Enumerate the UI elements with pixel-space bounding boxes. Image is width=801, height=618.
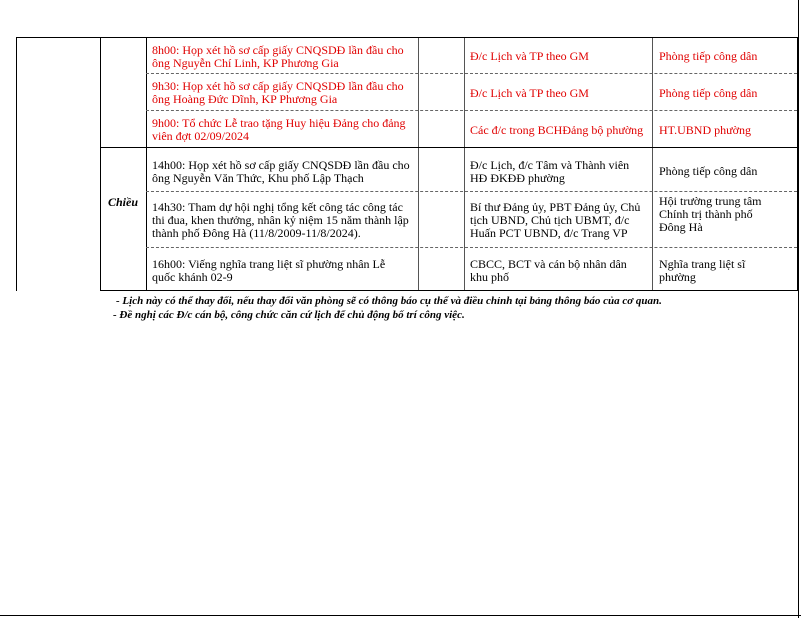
row-1-location: Phòng tiếp công dân	[659, 49, 758, 63]
table-border-top	[16, 37, 798, 38]
row-4-content: 14h00: Họp xét hồ sơ cấp giấy CNQSDĐ lần đầu cho ông Nguyễn Văn Thức, Khu phố Lập Thạch	[152, 158, 410, 185]
row-3-location: HT.UBND phường	[659, 123, 751, 137]
row-3-participants: Các đ/c trong BCHĐảng bộ phường	[470, 123, 644, 137]
row-5-content: 14h30: Tham dự hội nghị tổng kết công tác công tác thi đua, khen thưởng, nhân kỷ niệm 15 năm thành lập thành phố Đông Hà (11/8/2009-11/8/2024).	[152, 200, 409, 240]
row-5-location: Hội trường trung tâm Chính trị thành phố Đông Hà	[659, 194, 762, 234]
row-3-content: 9h00: Tổ chức Lễ trao tặng Huy hiệu Đảng cho đảng viên đợt 02/09/2024	[152, 116, 406, 143]
column-divider	[146, 37, 147, 291]
session-label-afternoon: Chiều	[108, 195, 139, 209]
row-6-participants: CBCC, BCT và cán bộ nhân dân khu phố	[470, 257, 627, 284]
column-divider	[418, 37, 419, 291]
row-4-location: Phòng tiếp công dân	[659, 164, 758, 178]
row-1-content: 8h00: Họp xét hồ sơ cấp giấy CNQSDĐ lần đầu cho ông Nguyễn Chí Linh, KP Phương Gia	[152, 43, 404, 70]
column-divider	[652, 37, 653, 291]
row-5-participants: Bí thư Đảng ủy, PBT Đảng ủy, Chủ tịch UBND, Chủ tịch UBMT, đ/c Huấn PCT UBND, đ/c Trang VP	[470, 200, 641, 240]
note-staff-arrangement: - Đề nghị các Đ/c cán bộ, công chức căn cứ lịch để chủ động bố trí công việc.	[113, 309, 465, 321]
row-4-participants: Đ/c Lịch, đ/c Tâm và Thành viên HĐ ĐKĐĐ phường	[470, 158, 630, 185]
page-border-bottom	[0, 615, 801, 616]
row-divider	[146, 73, 797, 74]
row-divider	[146, 247, 797, 248]
column-divider	[100, 37, 101, 291]
table-border-bottom	[100, 290, 798, 291]
session-divider	[100, 147, 798, 148]
row-divider	[146, 110, 797, 111]
row-2-participants: Đ/c Lịch và TP theo GM	[470, 86, 589, 100]
row-6-location: Nghĩa trang liệt sĩ phường	[659, 257, 746, 284]
note-schedule-change: - Lịch này có thể thay đổi, nếu thay đổi văn phòng sẽ có thông báo cụ thể và điều chỉnh tại bảng thông báo của cơ quan.	[116, 295, 662, 307]
row-2-content: 9h30: Họp xét hồ sơ cấp giấy CNQSDĐ lần đầu cho ông Hoàng Đức Dĩnh, KP Phương Gia	[152, 79, 404, 106]
row-1-participants: Đ/c Lịch và TP theo GM	[470, 49, 589, 63]
row-2-location: Phòng tiếp công dân	[659, 86, 758, 100]
row-6-content: 16h00: Viếng nghĩa trang liệt sĩ phường nhân Lễ quốc khánh 02-9	[152, 257, 386, 284]
table-border-right	[797, 37, 798, 291]
table-border-left	[16, 37, 17, 291]
page-border-right	[798, 0, 799, 618]
column-divider	[464, 37, 465, 291]
row-divider	[146, 191, 797, 192]
